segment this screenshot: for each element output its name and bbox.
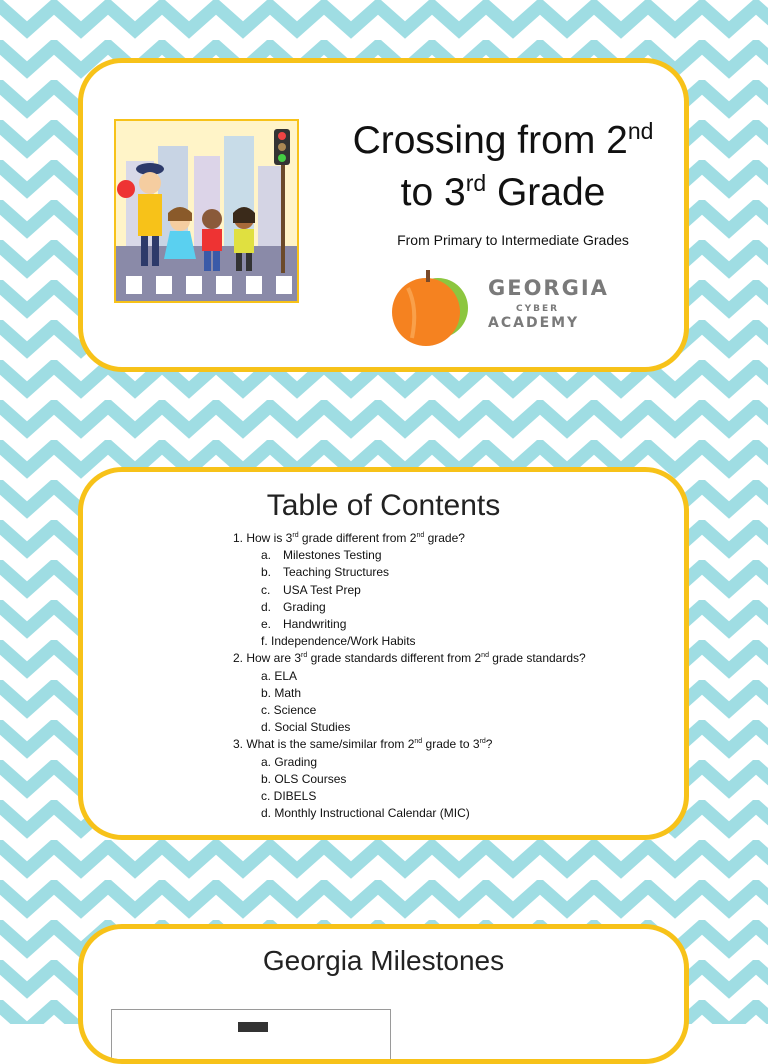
subtitle: From Primary to Intermediate Grades — [397, 232, 629, 248]
georgia-cyber-academy-logo — [388, 268, 609, 348]
toc-item: a. ELA — [261, 668, 298, 683]
toc-item: e. Handwriting — [261, 617, 347, 632]
peach-icon — [388, 268, 478, 350]
toc-item: d. Social Studies — [261, 720, 351, 735]
toc-item: a. Milestones Testing — [261, 548, 382, 563]
toc-item: d. Grading — [261, 599, 326, 614]
logo-word-georgia: GEORGIA — [488, 276, 609, 300]
milestones-slide — [78, 924, 689, 1064]
toc-item: a. Grading — [261, 754, 318, 769]
crossing-guard-children-icon — [114, 119, 299, 303]
table-of-contents-slide — [78, 467, 689, 840]
page-title: Crossing from 2nd to 3rd Grade — [352, 118, 654, 214]
toc-item: d. Monthly Instructional Calendar (MIC) — [261, 806, 470, 821]
toc-heading: Table of Contents — [266, 489, 501, 522]
logo-word-academy: ACADEMY — [488, 315, 580, 331]
toc-section-1: 1. How is 3rd grade different from 2nd grade? — [233, 531, 465, 545]
toc-item: f. Independence/Work Habits — [261, 634, 416, 649]
toc-item: b. OLS Courses — [261, 771, 347, 786]
milestones-image-frame — [111, 1009, 391, 1064]
toc-item: b. Teaching Structures — [261, 565, 390, 580]
toc-item: c. USA Test Prep — [261, 582, 361, 597]
toc-section-3: 3. What is the same/similar from 2nd grade to 3rd? — [233, 737, 493, 752]
logo-word-cyber: CYBER — [516, 304, 560, 314]
toc-section-2: 2. How are 3rd grade standards different from 2nd grade standards? — [233, 651, 586, 666]
title-slide — [78, 58, 689, 372]
toc-list — [233, 530, 586, 822]
toc-item: c. DIBELS — [261, 789, 317, 804]
toc-item: c. Science — [261, 703, 317, 718]
toc-item: b. Math — [261, 685, 302, 700]
milestones-heading: Georgia Milestones — [262, 945, 505, 976]
